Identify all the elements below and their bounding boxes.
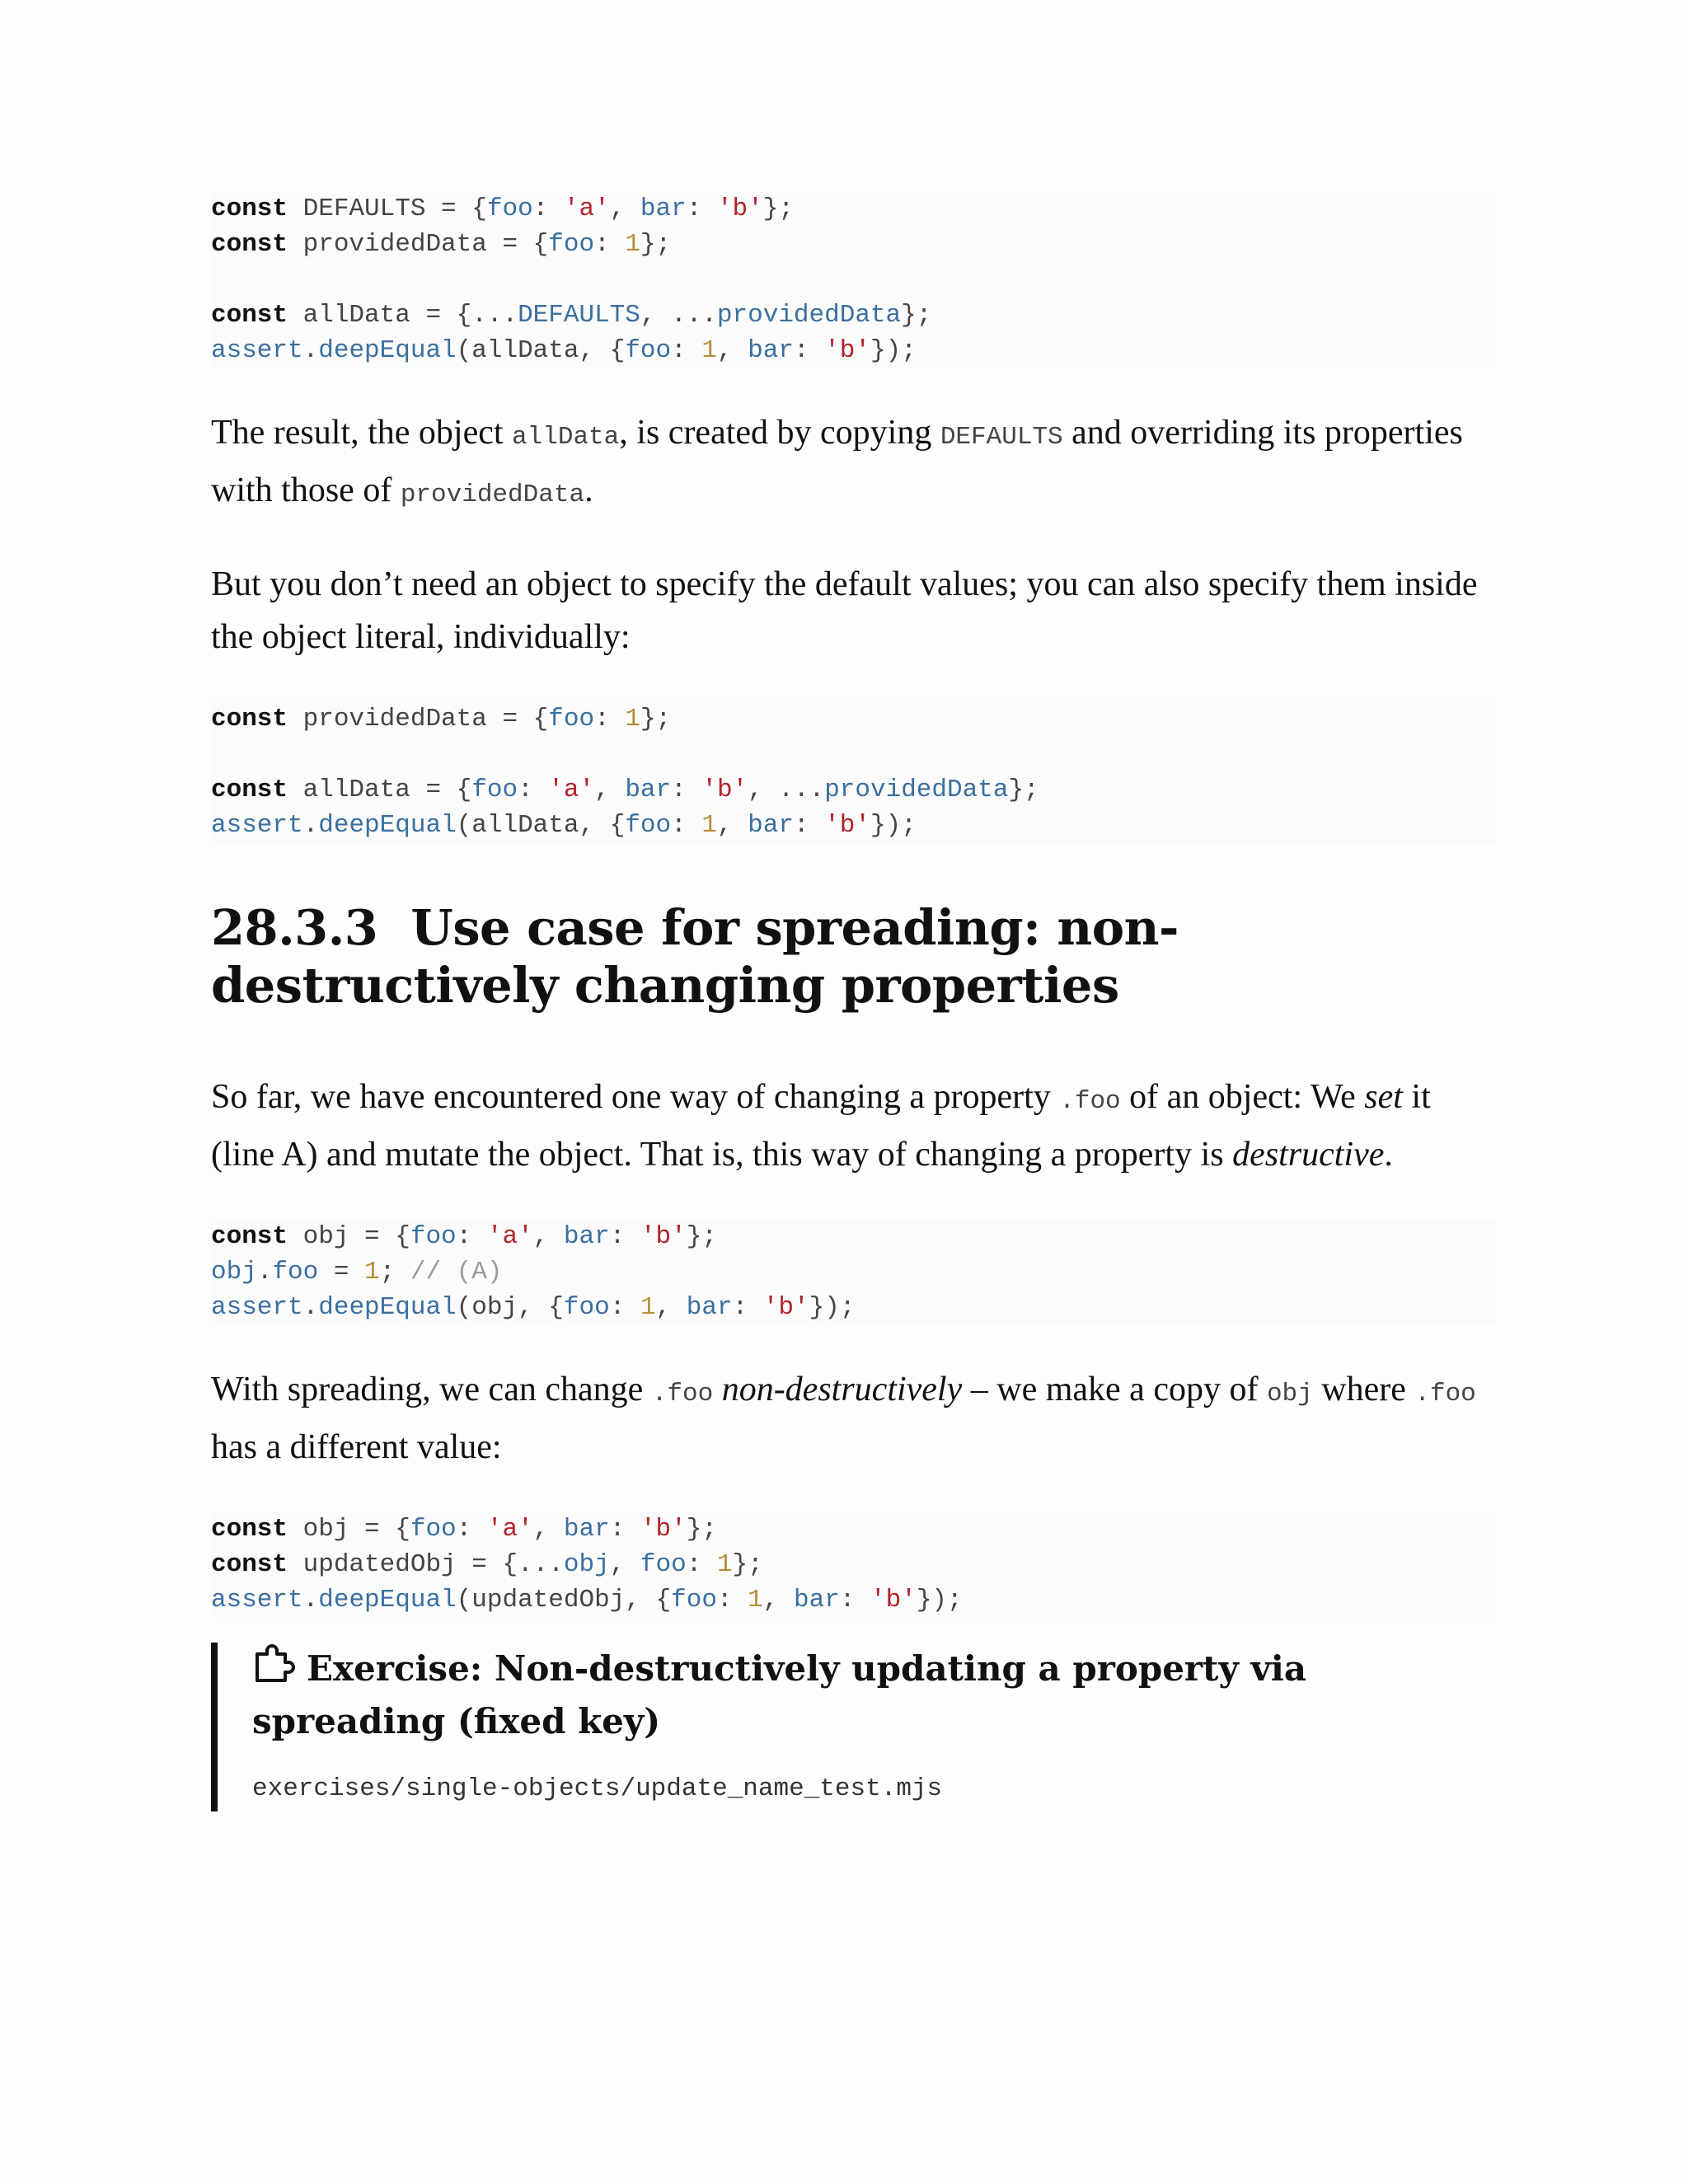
code-token: obj bbox=[211, 1258, 257, 1286]
code-token: foo bbox=[471, 776, 518, 804]
code-token: , ... bbox=[640, 301, 717, 330]
code-token: providedData bbox=[716, 301, 902, 330]
code-token: . bbox=[302, 336, 319, 365]
code-token: foo bbox=[563, 1293, 610, 1322]
code-token: : bbox=[671, 336, 702, 365]
code-token: bar bbox=[793, 1586, 840, 1615]
code-token: }; bbox=[762, 194, 794, 223]
code-token: 1 bbox=[701, 811, 717, 840]
paragraph bbox=[211, 406, 1497, 522]
code-token: const bbox=[211, 776, 288, 804]
inline-code: DEFAULTS bbox=[940, 423, 1063, 452]
code-token: // (A) bbox=[410, 1258, 503, 1286]
code-token: }); bbox=[916, 1586, 963, 1615]
code-token: 1 bbox=[716, 1550, 733, 1579]
code-token: : bbox=[594, 230, 626, 259]
code-block bbox=[211, 1511, 1497, 1618]
code-block bbox=[211, 1219, 1497, 1325]
code-token: updatedObj = {... bbox=[288, 1550, 564, 1579]
code-token: }; bbox=[901, 301, 932, 330]
code-token: providedData = { bbox=[288, 705, 549, 733]
code-token: const bbox=[211, 194, 288, 223]
code-token: assert bbox=[211, 811, 303, 840]
code-token: bar bbox=[748, 811, 794, 840]
code-token: bar bbox=[563, 1515, 610, 1544]
code-token: : bbox=[609, 1293, 640, 1322]
exercise-file-path: exercises/single-objects/update_name_test.mjs bbox=[252, 1774, 943, 1803]
code-line bbox=[211, 301, 931, 330]
code-token: , bbox=[716, 811, 748, 840]
code-token: foo bbox=[625, 336, 672, 365]
code-token: 'b' bbox=[824, 336, 871, 365]
text-run: . bbox=[1384, 1136, 1393, 1174]
code-token: , bbox=[762, 1586, 794, 1615]
puzzle-icon bbox=[252, 1643, 300, 1684]
section-number: 28.3.3 bbox=[211, 899, 378, 956]
code-token: : bbox=[793, 336, 825, 365]
code-token: (updatedObj, { bbox=[456, 1586, 672, 1615]
code-token: 1 bbox=[640, 1293, 656, 1322]
code-token: 'b' bbox=[762, 1293, 809, 1322]
code-block bbox=[211, 191, 1497, 368]
code-line bbox=[211, 1222, 717, 1251]
code-line bbox=[211, 1258, 503, 1286]
inline-code: .foo bbox=[1414, 1380, 1476, 1408]
code-line bbox=[211, 336, 917, 365]
document-content bbox=[211, 191, 1497, 1811]
code-token: 'a' bbox=[486, 1515, 533, 1544]
code-token: }; bbox=[640, 705, 672, 733]
code-token: foo bbox=[410, 1515, 457, 1544]
code-token: const bbox=[211, 301, 288, 330]
code-token: (allData, { bbox=[456, 811, 626, 840]
code-token: 'a' bbox=[548, 776, 595, 804]
code-token: 1 bbox=[748, 1586, 763, 1615]
code-token: . bbox=[302, 1293, 319, 1322]
code-token: : bbox=[671, 776, 702, 804]
code-token: const bbox=[211, 230, 288, 259]
code-token: foo bbox=[548, 705, 595, 733]
code-token: 1 bbox=[625, 230, 640, 259]
code-token: ; bbox=[379, 1258, 410, 1286]
text-run: where bbox=[1312, 1371, 1415, 1408]
code-token: const bbox=[211, 705, 288, 733]
paragraph bbox=[211, 1071, 1497, 1181]
code-token: 'b' bbox=[716, 194, 763, 223]
code-token: . bbox=[302, 1586, 319, 1615]
code-token: : bbox=[609, 1515, 640, 1544]
code-token: bar bbox=[563, 1222, 610, 1251]
code-token: , ... bbox=[748, 776, 825, 804]
code-token: foo bbox=[486, 194, 533, 223]
code-token: 'a' bbox=[486, 1222, 533, 1251]
code-token: (obj, { bbox=[456, 1293, 564, 1322]
code-token: : bbox=[456, 1515, 487, 1544]
paragraph bbox=[211, 558, 1497, 663]
inline-code: obj bbox=[1266, 1380, 1313, 1408]
text-run: and overriding its properties with those of bbox=[211, 414, 1463, 509]
code-token: providedData = { bbox=[288, 230, 549, 259]
code-token: deepEqual bbox=[318, 811, 457, 840]
exercise-title bbox=[252, 1643, 1497, 1748]
code-token: : bbox=[671, 811, 702, 840]
code-token: DEFAULTS = { bbox=[288, 194, 487, 223]
emphasis: destructive bbox=[1232, 1136, 1385, 1174]
text-run: of an object: We bbox=[1120, 1078, 1365, 1116]
code-token: 'b' bbox=[870, 1586, 917, 1615]
code-line bbox=[211, 705, 671, 733]
code-token: , bbox=[609, 194, 640, 223]
code-line bbox=[211, 1293, 855, 1322]
code-token: bar bbox=[625, 776, 672, 804]
code-line bbox=[211, 1515, 717, 1544]
text-run: With spreading, we can change bbox=[211, 1371, 652, 1408]
code-token: 'b' bbox=[701, 776, 748, 804]
code-line bbox=[211, 194, 794, 223]
code-token: }); bbox=[870, 336, 917, 365]
code-token: , bbox=[532, 1222, 564, 1251]
exercise-title-text: Exercise: Non-destructively updating a property via spreading (fixed key) bbox=[252, 1648, 1307, 1741]
code-token: 1 bbox=[625, 705, 640, 733]
code-token: }; bbox=[732, 1550, 763, 1579]
code-token: bar bbox=[640, 194, 687, 223]
text-run: , is created by copying bbox=[619, 414, 940, 452]
code-token: 'b' bbox=[640, 1222, 687, 1251]
code-line bbox=[211, 1550, 763, 1579]
code-block bbox=[211, 701, 1497, 843]
code-token: 'b' bbox=[640, 1515, 687, 1544]
code-token: : bbox=[686, 1550, 717, 1579]
code-token: 1 bbox=[364, 1258, 380, 1286]
code-token: DEFAULTS bbox=[518, 301, 640, 330]
code-token: }; bbox=[640, 230, 672, 259]
code-token: bar bbox=[686, 1293, 733, 1322]
text-run: it (line A) and mutate the object. That is, this way of changing a property is bbox=[211, 1078, 1431, 1174]
text-run: . bbox=[584, 471, 593, 509]
code-token: : bbox=[609, 1222, 640, 1251]
code-token: (allData, { bbox=[456, 336, 626, 365]
text-run: has a different value: bbox=[211, 1428, 502, 1466]
code-token: }; bbox=[686, 1515, 717, 1544]
code-token: foo bbox=[272, 1258, 319, 1286]
code-token: : bbox=[686, 194, 717, 223]
code-token: deepEqual bbox=[318, 336, 457, 365]
paragraph bbox=[211, 1363, 1497, 1474]
code-token: 'a' bbox=[563, 194, 610, 223]
code-token: obj bbox=[563, 1550, 610, 1579]
code-token: 1 bbox=[701, 336, 717, 365]
inline-code: providedData bbox=[400, 480, 585, 509]
code-token: , bbox=[716, 336, 748, 365]
code-token: }; bbox=[1008, 776, 1039, 804]
code-token: obj = { bbox=[288, 1515, 410, 1544]
code-token: : bbox=[716, 1586, 748, 1615]
code-token: bar bbox=[748, 336, 794, 365]
code-token: const bbox=[211, 1515, 288, 1544]
code-token: const bbox=[211, 1222, 288, 1251]
code-token: 'b' bbox=[824, 811, 871, 840]
code-token: allData = { bbox=[288, 776, 472, 804]
text-run: – we make a copy of bbox=[962, 1371, 1267, 1408]
inline-code: allData bbox=[512, 423, 620, 452]
code-token: : bbox=[594, 705, 626, 733]
code-token: allData = {... bbox=[288, 301, 518, 330]
code-line bbox=[211, 811, 917, 840]
text-run: But you don’t need an object to specify the default values; you can also specify them inside the object literal, individually: bbox=[211, 565, 1478, 656]
code-token: deepEqual bbox=[318, 1586, 457, 1615]
code-token: }; bbox=[686, 1222, 717, 1251]
code-token: , bbox=[655, 1293, 687, 1322]
code-token: foo bbox=[671, 1586, 717, 1615]
section-title: Use case for spreading: non-destructively changing properties bbox=[211, 899, 1179, 1014]
code-token: const bbox=[211, 1550, 288, 1579]
inline-code: .foo bbox=[1059, 1087, 1121, 1116]
section-heading bbox=[211, 899, 1497, 1015]
code-token: providedData bbox=[824, 776, 1009, 804]
code-token: : bbox=[732, 1293, 763, 1322]
code-token: obj = { bbox=[288, 1222, 410, 1251]
text-run: The result, the object bbox=[211, 414, 513, 452]
code-token: assert bbox=[211, 1586, 303, 1615]
code-token: }); bbox=[809, 1293, 856, 1322]
emphasis: non-destructively bbox=[721, 1371, 963, 1408]
inline-code: .foo bbox=[651, 1380, 714, 1408]
emphasis: set bbox=[1364, 1078, 1403, 1116]
text-run bbox=[713, 1371, 722, 1408]
code-token: , bbox=[532, 1515, 564, 1544]
code-token: }); bbox=[870, 811, 917, 840]
code-line bbox=[211, 1586, 963, 1615]
code-token: , bbox=[609, 1550, 640, 1579]
code-token: assert bbox=[211, 1293, 303, 1322]
code-token: , bbox=[594, 776, 626, 804]
code-token: foo bbox=[640, 1550, 687, 1579]
code-token: foo bbox=[410, 1222, 457, 1251]
code-token: . bbox=[256, 1258, 273, 1286]
code-token: : bbox=[793, 811, 825, 840]
code-token: assert bbox=[211, 336, 303, 365]
code-line bbox=[211, 230, 671, 259]
code-token: : bbox=[456, 1222, 487, 1251]
code-line bbox=[211, 776, 1039, 804]
code-token: : bbox=[532, 194, 564, 223]
code-token: : bbox=[839, 1586, 871, 1615]
code-token: . bbox=[302, 811, 319, 840]
exercise-callout bbox=[211, 1643, 1497, 1811]
code-token: foo bbox=[625, 811, 672, 840]
code-token: : bbox=[518, 776, 549, 804]
code-token: foo bbox=[548, 230, 595, 259]
text-run: So far, we have encountered one way of changing a property bbox=[211, 1078, 1060, 1116]
code-token: deepEqual bbox=[318, 1293, 457, 1322]
code-token: = bbox=[318, 1258, 365, 1286]
